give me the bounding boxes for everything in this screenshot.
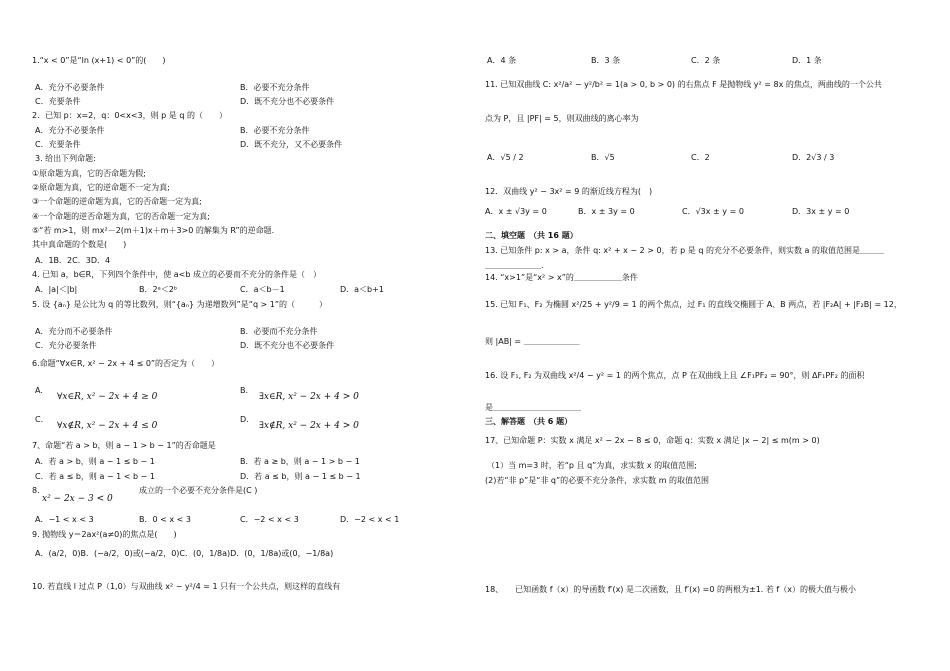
q6-option-c-label: C. — [35, 415, 44, 424]
q2-stem: 2．已知 p：x=2，q：0<x<3，则 p 是 q 的（ ） — [32, 111, 227, 120]
q7-option-d: D．若 a ≤ b，则 a − 1 ≤ b − 1 — [240, 472, 361, 481]
section-fill-in-title: 二、填空题 （共 16 题） — [485, 231, 578, 240]
q5-option-b: B．必要而不充分条件 — [240, 327, 318, 336]
q3-item-2: ②原命题为真，它的逆命题不一定为真; — [32, 183, 170, 192]
q3-item-3: ③一个命题的逆命题为真，它的否命题一定为真; — [32, 197, 202, 206]
q13-line2: ＿＿＿＿＿＿＿. — [485, 261, 544, 270]
q5-option-d: D．既不充分也不必要条件 — [240, 341, 335, 350]
q10-option-b: B．3 条 — [591, 56, 621, 65]
q6-option-d-expr: ∃x∉R, x² − 2x + 4 > 0 — [259, 421, 359, 431]
q7-option-a: A．若 a > b，则 a − 1 ≤ b − 1 — [35, 457, 155, 466]
q1-option-b: B．必要不充分条件 — [240, 83, 310, 92]
q8-option-b: B．0 < x < 3 — [139, 515, 191, 524]
q8-number: 8． — [32, 486, 46, 495]
q6-stem: 6.命题“∀x∈R, x² − 2x + 4 ≤ 0”的否定为（ ） — [32, 359, 220, 368]
q12-stem: 12．双曲线 y² − 3x² = 9 的渐近线方程为( ) — [485, 187, 653, 196]
q10-option-d: D．1 条 — [792, 56, 822, 65]
q12-option-d: D．3x ± y = 0 — [792, 207, 850, 216]
q10-stem: 10. 若直线 l 过点 P（1,0）与双曲线 x² − y²/4 = 1 只有一个公共点，则这样的直线有 — [32, 582, 341, 591]
q15-line1: 15. 已知 F₁、F₂ 为椭圆 x²/25 + y²/9 = 1 的两个焦点，过 F₁ 的直线交椭圆于 A、B 两点，若 |F₂A| + |F₂B| = 12， — [485, 300, 902, 309]
q11-option-b: B．√5 — [591, 153, 615, 162]
q6-option-b-expr: ∃x∈R, x² − 2x + 4 > 0 — [259, 392, 359, 402]
q8-option-c: C．−2 < x < 3 — [240, 515, 299, 524]
q17-line1: 17、已知命题 P：实数 x 满足 x² − 2x − 8 ≤ 0，命题 q：实数 x 满足 |x − 2| ≤ m(m > 0) — [485, 436, 820, 445]
q7-option-c: C．若 a ≤ b，则 a − 1 < b − 1 — [35, 472, 155, 481]
q11-option-d: D．2√3 / 3 — [792, 153, 835, 162]
q12-option-b: B．x ± 3y = 0 — [578, 207, 635, 216]
q6-option-d-label: D. — [240, 415, 249, 424]
section-answer-title: 三、解答题 （共 6 题） — [485, 417, 573, 426]
q11-option-c: C．2 — [691, 153, 710, 162]
q4-option-d: D．a＜b+1 — [340, 285, 384, 294]
q2-option-a: A．充分不必要条件 — [35, 126, 105, 135]
q4-stem: 4. 已知 a，b∈R，下列四个条件中，使 a<b 成立的必要而不充分的条件是（ ） — [32, 270, 321, 279]
q3-item-1: ①原命题为真，它的否命题为假; — [32, 169, 146, 178]
q1-stem: 1.“x < 0”是“ln (x+1) < 0”的( ) — [32, 56, 166, 65]
q7-stem: 7、命题“若 a > b，则 a − 1 > b − 1”的否命题是 — [32, 441, 216, 450]
q18-stem: 18、 已知函数 f（x）的导函数 f′(x) 是二次函数，且 f′(x) =0 的两根为±1. 若 f（x）的极大值与极小 — [485, 585, 856, 594]
q16-line2: 是＿＿＿＿＿＿＿＿＿＿＿ — [485, 403, 581, 412]
q16-line1: 16. 设 F₁, F₂ 为双曲线 x²/4 − y² = 1 的两个焦点，点 P 在双曲线上且 ∠F₁PF₂ = 90°，则 ΔF₁PF₂ 的面积 — [485, 371, 865, 380]
q15-line2: 则 |AB| = ＿＿＿＿＿＿＿ — [485, 337, 580, 346]
q11-line1: 11. 已知双曲线 C: x²/a² − y²/b² = 1(a > 0, b > 0) 的右焦点 F 是抛物线 y² = 8x 的焦点，两曲线的一个公共 — [485, 80, 882, 89]
q11-option-a: A．√5 / 2 — [487, 153, 524, 162]
q17-part1: （1）当 m=3 时，若“p 且 q”为真，求实数 x 的取值范围; — [487, 461, 697, 470]
q2-option-c: C．充要条件 — [35, 140, 81, 149]
q5-option-c: C．充分必要条件 — [35, 341, 97, 350]
q8-expr: x² − 2x − 3 < 0 — [42, 494, 113, 504]
q4-option-b: B．2ᵃ＜2ᵇ — [139, 285, 178, 294]
q12-option-c: C．√3x ± y = 0 — [682, 207, 744, 216]
q10-option-c: C．2 条 — [691, 56, 721, 65]
q11-line2: 点为 P，且 |PF| = 5，则双曲线的离心率为 — [485, 114, 639, 123]
q1-option-d: D．既不充分也不必要条件 — [240, 97, 335, 106]
q3-item-5: ⑤“若 m>1，则 mx²－2(m＋1)x＋m＋3>0 的解集为 R”的逆命题. — [32, 226, 275, 235]
q9-stem: 9. 抛物线 y＝2ax²(a≠0)的焦点是( ) — [32, 530, 177, 539]
q3-stem: 3. 给出下列命题: — [35, 154, 96, 163]
right-column — [475, 0, 950, 671]
q6-option-c-expr: ∀x∉R, x² − 2x + 4 ≤ 0 — [57, 421, 158, 431]
q12-option-a: A．x ± √3y = 0 — [485, 207, 547, 216]
q1-option-a: A．充分不必要条件 — [35, 83, 105, 92]
q3-item-4: ④一个命题的逆否命题为真，它的否命题一定为真; — [32, 212, 210, 221]
q9-options: A．(a/2，0)B．(−a/2，0)或(−a/2，0)C．(0，1/8a)D．(0，1/8a)或(0，−1/8a) — [35, 549, 334, 558]
q1-option-c: C．充要条件 — [35, 97, 81, 106]
q13-line1: 13. 已知条件 p: x > a，条件 q: x² + x − 2 > 0，若 p 是 q 的充分不必要条件，则实数 a 的取值范围是＿＿＿ — [485, 246, 884, 255]
q2-option-b: B．必要不充分条件 — [240, 126, 310, 135]
q10-option-a: A．4 条 — [487, 56, 517, 65]
q2-option-d: D．既不充分，又不必要条件 — [240, 140, 343, 149]
q6-option-b-label: B. — [240, 386, 249, 395]
q17-part2: (2)若“非 p”是“非 q”的必要不充分条件，求实数 m 的取值范围 — [485, 476, 710, 485]
q6-option-a-expr: ∀x∈R, x² − 2x + 4 ≥ 0 — [57, 392, 158, 402]
q8-tail: 成立的一个必要不充分条件是(C ) — [139, 486, 258, 495]
q3-question: 其中真命题的个数是( ) — [32, 240, 127, 249]
q6-option-a-label: A. — [35, 386, 43, 395]
q3-options: A．1B．2C．3D．4 — [35, 256, 111, 265]
q5-stem: 5. 设 {aₙ} 是公比为 q 的等比数列，则“{aₙ} 为递增数列”是“q > 1”的（ ） — [32, 300, 328, 309]
q8-option-a: A．−1 < x < 3 — [35, 515, 94, 524]
q4-option-a: A．|a|＜|b| — [35, 285, 78, 294]
q7-option-b: B．若 a ≥ b，则 a − 1 > b − 1 — [240, 457, 360, 466]
q14-stem: 14. “x>1”是“x² > x”的＿＿＿＿＿＿条件 — [485, 273, 638, 282]
q8-option-d: D．−2 < x < 1 — [340, 515, 400, 524]
q5-option-a: A．充分而不必要条件 — [35, 327, 113, 336]
q4-option-c: C．a＜b－1 — [240, 285, 285, 294]
